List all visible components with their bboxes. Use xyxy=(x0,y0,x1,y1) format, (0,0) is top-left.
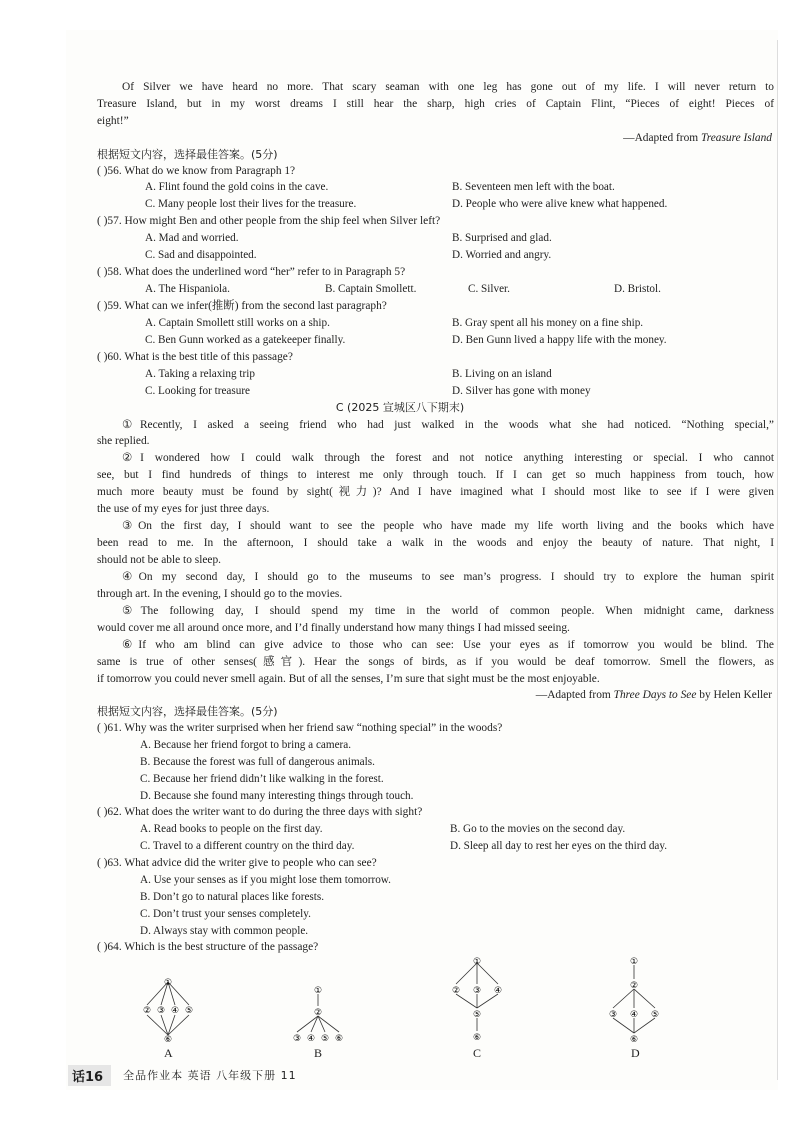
node: ④ xyxy=(170,1006,180,1016)
option[interactable]: B. Living on an island xyxy=(452,368,552,380)
option[interactable]: D. Silver has gone with money xyxy=(452,385,591,397)
node: ③ xyxy=(472,986,482,996)
question-stem: ( )60. What is the best title of this passage? xyxy=(97,351,293,363)
node: ④ xyxy=(493,986,503,996)
node: ① xyxy=(313,986,323,996)
structure-label-c: C xyxy=(473,1046,482,1060)
instruction: 根据短文内容，选择最佳答案。(5分) xyxy=(97,705,278,718)
paragraph-line: should not be able to sleep. xyxy=(97,554,222,566)
option[interactable]: A. Flint found the gold coins in the cave. xyxy=(145,181,329,193)
option[interactable]: D. Always stay with common people. xyxy=(140,925,309,937)
page-number: 话16 xyxy=(68,1065,111,1086)
option[interactable]: C. Silver. xyxy=(468,283,510,295)
option[interactable]: B. Because the forest was full of dangerous animals. xyxy=(140,756,375,768)
source-title: Three Days to See xyxy=(613,689,697,701)
source-title: Treasure Island xyxy=(701,132,772,144)
node: ① xyxy=(163,978,173,988)
option[interactable]: A. The Hispaniola. xyxy=(145,283,230,295)
option[interactable]: D. Sleep all day to rest her eyes on the third day. xyxy=(450,840,668,852)
node: ⑥ xyxy=(472,1033,482,1043)
node: ⑥ xyxy=(334,1034,344,1044)
paragraph-line: ⑤The following day, I should spend my time in the world of common people. When midnight came, darkness xyxy=(122,605,774,617)
paragraph-line: ⑥If who am blind can give advice to those who can see: Use your eyes as if tomorrow you would be blind. The xyxy=(122,639,774,651)
source-line: —Adapted from Three Days to See by Helen Keller xyxy=(535,689,772,701)
node: ⑤ xyxy=(472,1010,482,1020)
option[interactable]: A. Captain Smollett still works on a ship. xyxy=(145,317,330,329)
node: ⑤ xyxy=(184,1006,194,1016)
paragraph-line: the use of my eyes for just three days. xyxy=(97,503,270,515)
option[interactable]: C. Sad and disappointed. xyxy=(145,249,257,261)
paragraph-line: would cover me all around once more, and I’d finally understand how many things I had missed seeing. xyxy=(97,622,570,634)
node: ④ xyxy=(629,1010,639,1020)
paragraph-line: been read to me. In the afternoon, I should take a walk in the woods and enjoy the beauty of nature. That night, I xyxy=(97,537,774,549)
passage-line: eight!” xyxy=(97,115,129,127)
option[interactable]: A. Read books to people on the first day. xyxy=(140,823,323,835)
paragraph-line: if tomorrow you could never smell again. But of all the senses, I’m sure that sight must be the most enjoyable. xyxy=(97,673,600,685)
node: ② xyxy=(313,1008,323,1018)
node: ④ xyxy=(306,1034,316,1044)
node: ① xyxy=(472,957,482,967)
question-stem: ( )59. What can we infer(推断) from the second last paragraph? xyxy=(97,300,387,312)
paragraph-line: much more beauty must be found by sight(视力)? And I have imagined what I should most like to see if I were given xyxy=(97,486,774,498)
option[interactable]: C. Don’t trust your senses completely. xyxy=(140,908,311,920)
option[interactable]: A. Because her friend forgot to bring a camera. xyxy=(140,739,352,751)
structure-label-b: B xyxy=(314,1046,323,1060)
page-footer xyxy=(68,1066,297,1084)
node: ③ xyxy=(292,1034,302,1044)
option[interactable]: B. Seventeen men left with the boat. xyxy=(452,181,615,193)
paragraph-line: through art. In the evening, I should go to the movies. xyxy=(97,588,343,600)
option[interactable]: D. Bristol. xyxy=(614,283,661,295)
option[interactable]: B. Go to the movies on the second day. xyxy=(450,823,626,835)
section-heading: C (2025 宣城区八下期末) xyxy=(335,401,465,414)
question-stem: ( )57. How might Ben and other people from the ship feel when Silver left? xyxy=(97,215,441,227)
option[interactable]: A. Mad and worried. xyxy=(145,232,239,244)
passage-line: Treasure Island, but in my worst dreams I still hear the sharp, high cries of Captain Flint, “Pieces of eight! Pieces of xyxy=(97,98,774,110)
option[interactable]: D. Worried and angry. xyxy=(452,249,552,261)
option[interactable]: B. Don’t go to natural places like forests. xyxy=(140,891,325,903)
node: ⑥ xyxy=(629,1035,639,1045)
structure-diagram-d[interactable] xyxy=(594,954,674,1049)
structure-diagram-b[interactable] xyxy=(278,982,358,1052)
question-stem: ( )64. Which is the best structure of the passage? xyxy=(97,941,319,953)
question-stem: ( )56. What do we know from Paragraph 1? xyxy=(97,165,296,177)
passage-line: Of Silver we have heard no more. That scary seaman with one leg has gone out of my life. I will never return to xyxy=(122,81,774,93)
structure-label-a: A xyxy=(164,1046,173,1060)
question-stem: ( )62. What does the writer want to do during the three days with sight? xyxy=(97,806,423,818)
option[interactable]: A. Use your senses as if you might lose them tomorrow. xyxy=(140,874,391,886)
option[interactable]: A. Taking a relaxing trip xyxy=(145,368,255,380)
option[interactable]: B. Captain Smollett. xyxy=(325,283,417,295)
node: ③ xyxy=(156,1006,166,1016)
option[interactable]: C. Ben Gunn worked as a gatekeeper finally. xyxy=(145,334,346,346)
node: ① xyxy=(629,957,639,967)
node: ⑥ xyxy=(163,1035,173,1045)
option[interactable]: C. Travel to a different country on the third day. xyxy=(140,840,355,852)
instruction: 根据短文内容，选择最佳答案。(5分) xyxy=(97,148,278,161)
option[interactable]: D. Ben Gunn lived a happy life with the money. xyxy=(452,334,667,346)
structure-diagram-a[interactable] xyxy=(128,972,208,1052)
page-edge xyxy=(777,40,778,1080)
node: ③ xyxy=(608,1010,618,1020)
node: ② xyxy=(629,981,639,991)
question-stem: ( )63. What advice did the writer give to people who can see? xyxy=(97,857,377,869)
node: ⑤ xyxy=(320,1034,330,1044)
question-stem: ( )61. Why was the writer surprised when her friend saw “nothing special” in the woods? xyxy=(97,722,503,734)
paragraph-line: ①Recently, I asked a seeing friend who had just walked in the woods what she had noticed. “Nothing special,” xyxy=(122,419,774,431)
structure-diagram-c[interactable] xyxy=(437,954,517,1049)
source-line: —Adapted from Treasure Island xyxy=(623,132,772,144)
paragraph-line: she replied. xyxy=(97,435,150,447)
node: ② xyxy=(451,986,461,996)
paragraph-line: same is true of other senses(感官). Hear the songs of birds, as if you would be deaf tomorrow. Smell the flowers, as xyxy=(97,656,774,668)
structure-label-d: D xyxy=(631,1046,640,1060)
node: ② xyxy=(142,1006,152,1016)
option[interactable]: B. Surprised and glad. xyxy=(452,232,552,244)
paragraph-line: see, but I find hundreds of things to interest me only through touch. If I can get so much happiness from touch, how xyxy=(97,469,774,481)
option[interactable]: D. Because she found many interesting things through touch. xyxy=(140,790,414,802)
paragraph-line: ③On the first day, I should want to see the people who have made my life worth living and the books which have xyxy=(122,520,774,532)
option[interactable]: D. People who were alive knew what happened. xyxy=(452,198,668,210)
option[interactable]: C. Looking for treasure xyxy=(145,385,251,397)
option[interactable]: C. Because her friend didn’t like walking in the forest. xyxy=(140,773,384,785)
option[interactable]: B. Gray spent all his money on a fine ship. xyxy=(452,317,644,329)
question-stem: ( )58. What does the underlined word “her” refer to in Paragraph 5? xyxy=(97,266,406,278)
paragraph-line: ④On my second day, I should go to the museums to see man’s progress. I should try to explore the human spirit xyxy=(122,571,774,583)
paragraph-line: ②I wondered how I could walk through the forest and not notice anything interesting or special. I who cannot xyxy=(122,452,774,464)
node: ⑤ xyxy=(650,1010,660,1020)
option[interactable]: C. Many people lost their lives for the treasure. xyxy=(145,198,357,210)
book-title: 全品作业本 英语 八年级下册 11 xyxy=(123,1069,297,1082)
